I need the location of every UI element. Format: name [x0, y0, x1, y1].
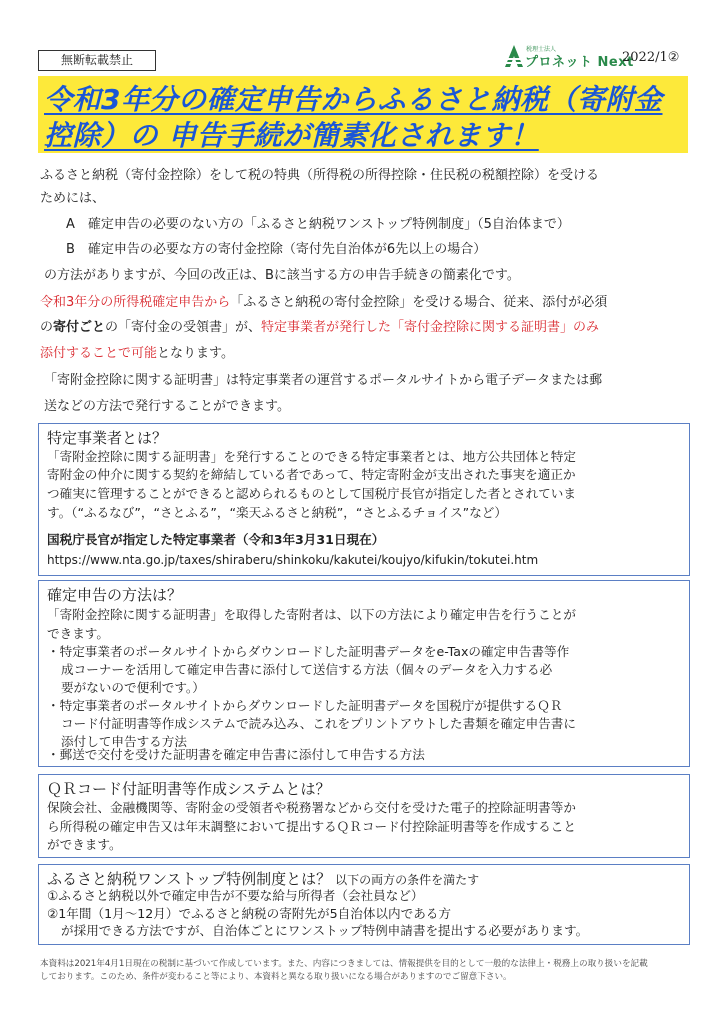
revision-line-3: [40, 345, 234, 363]
revision-no: の: [40, 320, 54, 335]
intro-line-2: ためには、: [40, 191, 106, 206]
intro-line-4: 「寄附金控除に関する証明書」は特定事業者の運営するポータルサイトから電子データまたは郵: [44, 373, 603, 388]
bullet-2-line-2: コード付証明書等作成システムで読み込み、これをプリントアウトした書類を確定申告書に: [61, 716, 576, 731]
box2-line-2: できます。: [47, 626, 109, 641]
revision-certificate: 特定事業者が発行した「寄付金控除に関する証明書」のみ: [261, 320, 600, 335]
box4-heading: [47, 868, 479, 889]
box4-line-1: ①ふるさと納税以外で確定申告が不要な給与所得者（会社員など）: [47, 888, 424, 903]
filing-method-box: [38, 580, 690, 767]
revision-line-1-rest: 「ふるさと納税の寄付金控除」を受ける場合、従来、添付が必須: [230, 295, 608, 310]
box1-heading: 特定事業者とは？: [47, 429, 168, 447]
logo-name: プロネット Next: [525, 55, 634, 70]
nta-link[interactable]: https://www.nta.go.jp/taxes/shiraberu/shinkoku/kakutei/koujyo/kifukin/tokutei.htm: [47, 553, 539, 567]
box1-line-3: つ確実に管理することができると認められるものとして国税庁長官が指定した者とされていま: [47, 486, 576, 501]
box3-line-2: ら所得税の確定申告又は年末調整において提出するＱＲコード付控除証明書等を作成すること: [47, 819, 576, 834]
revision-attach: 添付することで可能: [40, 346, 158, 361]
option-b: B 確定申告の必要な方の寄付金控除（寄付先自治体が6先以上の場合）: [66, 242, 487, 257]
bullet-3: ・郵送で交付を受けた証明書を確定申告書に添付して申告する方法: [47, 747, 425, 762]
bullet-1-line-2: 成コーナーを活用して確定申告書に添付して送信する方法（個々のデータを入力する必: [61, 662, 553, 677]
box2-heading: 確定申告の方法は？: [47, 586, 183, 604]
box1-line-2: 寄附金の仲介に関する契約を締結している者であって、特定寄附金が支出された事実を適正か: [47, 467, 576, 482]
box3-heading: ＱＲコード付証明書等作成システムとは？: [47, 780, 331, 798]
box4-line-2: ②1年間（1月～12月）でふるさと納税の寄附先が5自治体以内である方: [47, 906, 451, 921]
intro-line-5: 送などの方法で発行することができます。: [44, 399, 290, 414]
title-line-1: 令和3年分の確定申告からふるさと納税（寄附金: [44, 83, 663, 116]
box4-heading-main: ふるさと納税ワンストップ特例制度とは？: [47, 870, 332, 888]
box4-heading-note: 以下の両方の条件を満たす: [335, 873, 480, 887]
no-reprint-notice: 無断転載禁止: [38, 50, 156, 71]
logo-mark-icon: [504, 44, 524, 68]
box1-subheading: 国税庁長官が指定した特定事業者（令和3年3月31日現在）: [47, 532, 385, 547]
title-line-2: 控除）の 申告手続が簡素化されます！: [44, 119, 539, 152]
bullet-1-line-3: 要がないので便利です。）: [61, 680, 205, 695]
issue-date: 2022/1②: [622, 50, 680, 65]
box1-line-1: 「寄附金控除に関する証明書」を発行することのできる特定事業者とは、地方公共団体と特定: [47, 449, 576, 464]
revision-line-2: [40, 319, 599, 337]
footer-line-2: しております。このため、条件が変わること等により、本資料と異なる取り扱いになる場合がありますのでご留意下さい。: [40, 972, 512, 982]
company-logo: [504, 44, 694, 70]
logo-subtitle: 税理士法人: [526, 46, 557, 53]
intro-line-1: ふるさと納税（寄付金控除）をして税の特典（所得税の所得控除・住民税の税額控除）を受ける: [40, 168, 600, 183]
box3-line-1: 保険会社、金融機関等、寄附金の受領者や税務署などから交付を受けた電子的控除証明書等か: [47, 800, 576, 815]
bullet-1-line-1: ・特定事業者のポータルサイトからダウンロードした証明書データをe-Taxの確定申告書等作: [47, 644, 570, 659]
qr-system-box: [38, 774, 690, 858]
box1-line-4: す。（“ふるなび”，“さとふる”，“楽天ふるさと納税”，“さとふるチョイス”など）: [47, 505, 507, 520]
box3-line-3: ができます。: [47, 837, 122, 852]
revision-receipt: の「寄付金の受領書」が、: [105, 320, 262, 335]
revision-start: 令和3年分の所得税確定申告から: [40, 295, 231, 310]
option-a: A 確定申告の必要のない方の「ふるさと納税ワンストップ特例制度」（5自治体まで）: [66, 217, 570, 232]
title-banner: [38, 76, 688, 153]
bullet-2-line-3: 添付して申告する方法: [61, 734, 187, 749]
box2-line-1: 「寄附金控除に関する証明書」を取得した寄附者は、以下の方法により確定申告を行うことが: [47, 607, 576, 622]
footer-line-1: 本資料は2021年4月1日現在の税制に基づいて作成しています。また、内容につきましては、情報提供を目的として一般的な法律上・税務上の取り扱いを記載: [40, 959, 648, 969]
specified-business-box: [38, 423, 690, 576]
revision-line-1: [40, 294, 607, 312]
bullet-2-line-1: ・特定事業者のポータルサイトからダウンロードした証明書データを国税庁が提供するＱＲ: [47, 698, 563, 713]
revision-per-donation: 寄付ごと: [53, 320, 106, 335]
box4-line-3: が採用できる方法ですが、自治体ごとにワンストップ特例申請書を提出する必要があります。: [61, 923, 589, 938]
revision-end: となります。: [157, 346, 234, 361]
one-stop-box: [38, 864, 690, 945]
intro-line-3: の方法がありますが、今回の改正は、Bに該当する方の申告手続きの簡素化です。: [44, 268, 520, 283]
